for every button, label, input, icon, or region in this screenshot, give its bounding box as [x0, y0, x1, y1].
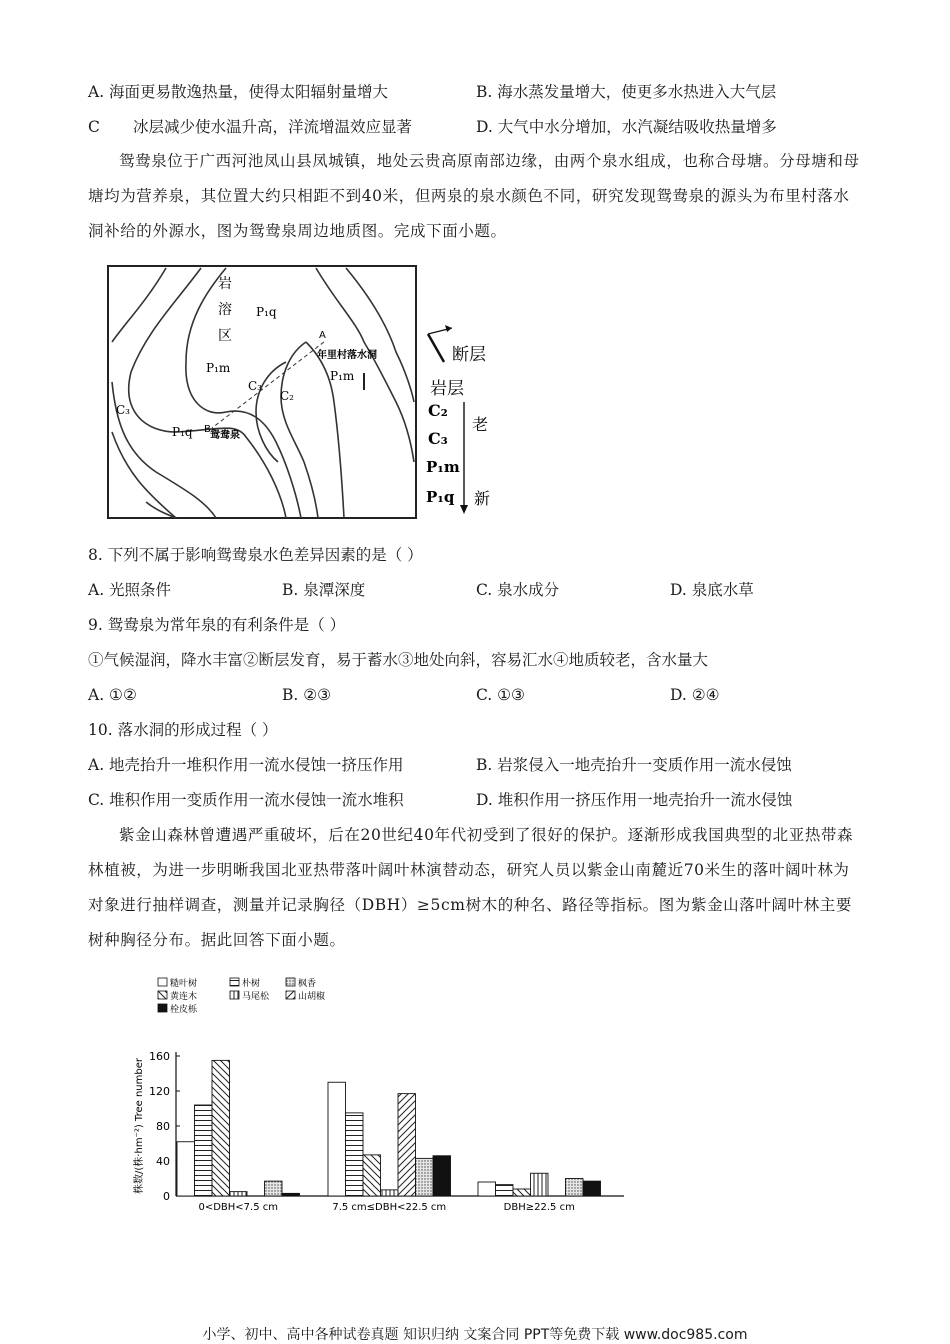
y-axis-label: 株数/(株·hm⁻²) Tree number [134, 1058, 145, 1194]
q9-conditions: ①气候湿润，降水丰富②断层发育，易于蓄水③地处向斜，容易汇水④地质较老，含水量大 [88, 651, 709, 669]
geologic-map-figure [106, 262, 516, 524]
passage-zijin-forest: 紫金山森林曾遭遇严重破坏，后在20世纪40年代初受到了很好的保护。逐渐形成我国典型的北亚热带森林植被，为进一步明晰我国北亚热带落叶阔叶林演替动态，研究人员以紫金山南麓近70米生的落叶阔叶林为对象进行抽样调查，测量并记录胸径（DBH）≥5cm树木的种名、路径等指标。图为紫金山落叶阔叶林主要树种胸径分布。据此回答下面小题。 [88, 826, 854, 949]
q7-option-a: A. 海面更易散逸热量，使得太阳辐射量增大 [88, 83, 389, 101]
map-label-c3-mid: C₃ [248, 379, 262, 393]
map-label-p1q-top: P₁q [256, 305, 277, 319]
y-tick-label: 40 [156, 1155, 170, 1168]
legend-label-0: 糙叶树 [170, 979, 198, 989]
bar-1-2 [363, 1155, 381, 1196]
legend-fault-label: 断层 [452, 345, 486, 365]
legend-swatch-3 [230, 991, 239, 999]
q8-option-d: D. 泉底水草 [670, 581, 754, 599]
legend-swatch-0 [158, 978, 167, 986]
map-point-b: B [204, 424, 211, 435]
bar-1-4 [398, 1094, 416, 1196]
map-label-c2: C₂ [280, 389, 294, 403]
q10-stem: 10. 落水洞的形成过程（ ） [88, 721, 278, 739]
section-line-ab [212, 342, 324, 428]
bar-1-6 [433, 1156, 451, 1196]
legend-swatch-6 [158, 1004, 167, 1012]
q9-option-b: B. ②③ [282, 686, 332, 704]
map-label-karst-2: 溶 [218, 302, 232, 318]
legend-label-1: 朴树 [242, 979, 261, 989]
chart-legend [158, 977, 325, 1015]
bar-0-0 [177, 1142, 195, 1196]
bar-2-2 [513, 1189, 531, 1196]
q8-option-b: B. 泉潭深度 [282, 581, 366, 599]
y-tick-label: 160 [149, 1050, 170, 1063]
q8-option-c: C. 泉水成分 [476, 581, 560, 599]
q8-stem: 8. 下列不属于影响鸳鸯泉水色差异因素的是（ ） [88, 546, 423, 564]
map-frame [108, 266, 416, 518]
bar-1-3 [381, 1190, 399, 1196]
y-tick-label: 120 [149, 1085, 170, 1098]
bar-2-3 [531, 1173, 549, 1196]
bar-0-6 [282, 1193, 300, 1196]
legend-swatch-1 [230, 978, 239, 986]
bar-1-1 [346, 1113, 364, 1196]
q9-option-c: C. ①③ [476, 686, 525, 704]
legend-label-2: 黄连木 [170, 992, 198, 1002]
bar-0-5 [265, 1181, 283, 1196]
q10-option-d: D. 堆积作用一挤压作用一地壳抬升一流水侵蚀 [476, 791, 793, 809]
q9-stem: 9. 鸳鸯泉为常年泉的有利条件是（ ） [88, 616, 346, 634]
bar-1-0 [328, 1082, 346, 1196]
legend-swatch-2 [158, 991, 167, 999]
legend-layer-2: C₃ [428, 429, 448, 448]
bar-2-5 [566, 1179, 584, 1197]
map-label-spring: 鸳鸯泉 [210, 430, 240, 441]
map-label-p1q-bottom: P₁q [172, 425, 193, 439]
y-tick-label: 0 [163, 1190, 170, 1203]
legend-strata-label: 岩层 [430, 379, 464, 399]
map-point-a: A [319, 330, 326, 341]
map-label-sinkhole: 年里村落水洞 [317, 350, 377, 361]
x-category-label: 0<DBH<7.5 cm [198, 1202, 279, 1213]
q7-option-b: B. 海水蒸发量增大，使更多水热进入大气层 [476, 83, 777, 101]
map-label-karst-3: 区 [218, 328, 232, 344]
bar-0-2 [212, 1060, 230, 1196]
x-category-label: 7.5 cm≤DBH<22.5 cm [332, 1202, 447, 1213]
q9-option-a: A. ①② [88, 686, 137, 704]
q7-option-d: D. 大气中水分增加，水汽凝结吸收热量增多 [476, 118, 777, 136]
legend-label-5: 枫香 [298, 979, 317, 989]
x-category-label: DBH≥22.5 cm [503, 1202, 575, 1213]
q9-option-d: D. ②④ [670, 686, 720, 704]
chart-bars [177, 1060, 601, 1213]
legend-label-3: 马尾松 [242, 992, 270, 1002]
page-footer: 小学、初中、高中各种试卷真题 知识归纳 文案合同 PPT等免费下载 www.doc985.com [202, 1327, 748, 1343]
bar-0-3 [230, 1192, 248, 1196]
bar-0-1 [195, 1105, 213, 1196]
q7-option-c-text: 冰层减少使水温升高，洋流增温效应显著 [133, 118, 413, 136]
y-tick-label: 80 [156, 1120, 170, 1133]
bar-1-5 [416, 1158, 434, 1196]
legend-layer-3: P₁m [426, 458, 460, 476]
map-label-karst-1: 岩 [218, 276, 232, 292]
map-label-c3-left: C₃ [116, 403, 130, 417]
q8-option-a: A. 光照条件 [88, 581, 172, 599]
legend-label-6: 栓皮栎 [170, 1005, 198, 1015]
map-label-p1m-left: P₁m [206, 361, 231, 375]
fault-legend-line [428, 334, 444, 362]
q10-option-c: C. 堆积作用一变质作用一流水侵蚀一流水堆积 [88, 791, 404, 809]
map-legend [426, 325, 490, 514]
map-label-p1m-right: P₁m [330, 369, 355, 383]
q10-option-a: A. 地壳抬升一堆积作用一流水侵蚀一挤压作用 [88, 756, 404, 774]
bar-2-0 [478, 1182, 496, 1196]
q10-option-b: B. 岩浆侵入一地壳抬升一变质作用一流水侵蚀 [476, 756, 792, 774]
q7-option-c-letter: C [88, 118, 100, 136]
legend-swatch-4 [286, 991, 295, 999]
legend-label-4: 山胡椒 [298, 992, 326, 1002]
passage-yuanyang-spring: 鸳鸯泉位于广西河池凤山县凤城镇，地处云贵高原南部边缘，由两个泉水组成，也称合母塘。分母塘和母塘均为营养泉，其位置大约只相距不到40米，但两泉的泉水颜色不同，研究发现鸳鸯泉的源头为布里村落水洞补给的外源水，图为鸳鸯泉周边地质图。完成下面小题。 [88, 152, 860, 240]
legend-old-label: 老 [472, 415, 489, 434]
legend-swatch-5 [286, 978, 295, 986]
legend-layer-1: C₂ [428, 401, 448, 420]
bar-2-6 [583, 1181, 601, 1196]
dbh-bar-chart [100, 968, 632, 1220]
legend-new-label: 新 [474, 489, 491, 508]
bar-2-1 [496, 1185, 514, 1196]
legend-layer-4: P₁q [426, 488, 455, 506]
